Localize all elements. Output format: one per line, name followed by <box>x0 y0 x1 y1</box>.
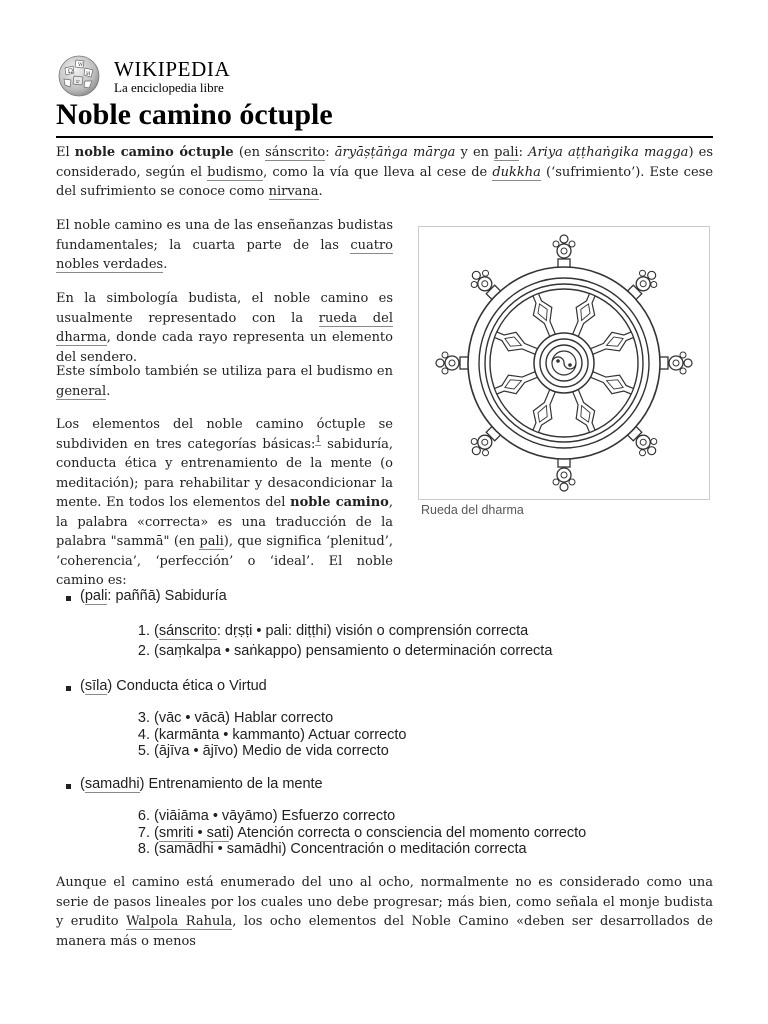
list-item <box>132 841 527 857</box>
paragraph-closing <box>56 873 713 951</box>
text: (samādhi • samādhi) Concentración o meditación correcta <box>154 841 527 857</box>
site-wordmark: WIKIPEDIA <box>114 57 231 81</box>
list-item <box>132 623 528 639</box>
text: Los elementos del noble camino óctuple se subdividen en tres categorías básicas: <box>56 417 393 452</box>
svg-text:ש: ש <box>76 79 80 85</box>
intro-paragraph <box>56 143 713 202</box>
text: , los ocho elementos del Noble Camino «deben ser desarrollados de manera más o menos <box>56 914 714 949</box>
category-heading <box>80 588 227 604</box>
text: ) Atención correcta o consciencia del momento correcto <box>229 825 587 841</box>
figure-caption: Rueda del dharma <box>421 503 524 517</box>
term-bold: noble camino <box>290 495 389 510</box>
term-bold: noble camino óctuple <box>74 145 234 160</box>
text: Este símbolo también se utiliza para el budismo en <box>56 364 393 379</box>
text: : <box>325 145 335 160</box>
item-link[interactable]: sánscrito <box>158 623 217 639</box>
item-link[interactable]: smriti • sati <box>158 825 230 841</box>
text: El <box>56 145 75 160</box>
link-general[interactable]: general <box>56 383 107 399</box>
list-item <box>132 727 406 743</box>
text: ) Conducta ética o Virtud <box>107 678 267 694</box>
svg-text:Ω: Ω <box>68 68 73 75</box>
text: . <box>318 184 323 199</box>
text: (en <box>233 145 266 160</box>
item-number: 5. <box>137 743 150 759</box>
text: (viāiāma • vāyāmo) Esfuerzo correcto <box>154 808 396 824</box>
paragraph-simbolo <box>56 362 393 401</box>
text: ( <box>154 623 159 639</box>
text: . <box>163 257 168 272</box>
text: y en <box>455 145 495 160</box>
list-item <box>132 808 395 824</box>
link-pali[interactable]: pali <box>199 534 224 549</box>
paragraph-simbologia <box>56 289 393 367</box>
wikipedia-globe-logo <box>56 54 102 98</box>
link-nirvana[interactable]: nirvana <box>268 184 319 199</box>
category-link[interactable]: samadhi <box>84 776 140 792</box>
text: En la simbología budista, el noble camino es usualmente representado con la <box>56 291 393 326</box>
link-rueda-del-dharma[interactable]: rueda del dharma <box>56 310 393 345</box>
list-item <box>132 743 389 759</box>
item-number: 7. <box>137 825 150 841</box>
term-italic: āryāṣṭāṅga mārga <box>334 145 456 160</box>
item-number: 4. <box>137 727 150 743</box>
footnote-ref[interactable]: 1 <box>315 435 322 446</box>
text: (‘sufrimiento’). Este cese del sufrimiento se conoce como <box>56 164 714 199</box>
link-pali[interactable]: pali <box>494 145 519 160</box>
text: ) es considerado, según el <box>56 145 713 180</box>
figure-dharma-wheel[interactable] <box>418 226 710 500</box>
text: . <box>106 383 111 399</box>
category-heading <box>80 776 323 792</box>
svg-text:W: W <box>78 62 84 68</box>
text: ( <box>80 588 85 604</box>
text: (saṃkalpa • saṅkappo) pensamiento o determinación correcta <box>154 643 553 659</box>
link-cuatro-nobles-verdades[interactable]: cuatro nobles verdades <box>56 237 393 272</box>
text: (ājīva • ājīvo) Medio de vida correcto <box>154 743 389 759</box>
item-number: 8. <box>137 841 150 857</box>
dharma-wheel-image <box>421 227 707 497</box>
text: , como la vía que lleva al cese de <box>263 164 493 180</box>
text: El noble camino es una de las enseñanzas budistas fundamentales; la cuarta parte de las <box>56 218 393 253</box>
text: ( <box>80 776 85 792</box>
item-number: 1. <box>137 623 150 639</box>
text: ( <box>80 678 85 694</box>
list-item <box>132 825 586 841</box>
text: , la palabra «correcta» es una traducción de la palabra "sammā" (en <box>56 495 393 549</box>
paragraph-enseñanzas <box>56 216 393 275</box>
list-item <box>132 643 552 659</box>
text: : <box>518 145 529 160</box>
site-header[interactable] <box>56 54 356 98</box>
text: : dṛṣṭi • pali: diṭṭhi) visión o comprensión correcta <box>216 623 529 639</box>
item-number: 6. <box>137 808 150 824</box>
text: ) Entrenamiento de la mente <box>139 776 323 792</box>
bullet-marker <box>66 680 74 688</box>
bullet-marker <box>66 590 74 598</box>
bullet-marker <box>66 778 74 786</box>
link-sanscrito[interactable]: sánscrito <box>265 145 326 160</box>
text: (karmānta • kammanto) Actuar correcto <box>154 727 407 743</box>
text: : paññā) Sabiduría <box>107 588 227 604</box>
page-title: Noble camino óctuple <box>56 94 713 138</box>
item-number: 3. <box>137 710 150 726</box>
paragraph-elementos <box>56 415 393 591</box>
text: ), que significa ‘plenitud’, ‘coherencia’, ‘perfección’ o ‘ideal’. El noble camino es: <box>56 534 394 588</box>
link-walpola-rahula[interactable]: Walpola Rahula <box>126 914 233 929</box>
text: , donde cada rayo representa un elemento del sendero. <box>56 330 393 365</box>
site-tagline: La enciclopedia libre <box>114 80 224 95</box>
category-link[interactable]: sīla <box>84 678 108 694</box>
link-budismo[interactable]: budismo <box>207 164 264 180</box>
term-italic: Ariya aṭṭhaṅgika magga <box>528 145 689 160</box>
category-link[interactable]: pali <box>84 588 108 604</box>
text: ( <box>154 825 159 841</box>
list-item <box>132 710 333 726</box>
item-number: 2. <box>137 643 150 659</box>
category-heading <box>80 678 267 694</box>
text: sabiduría, conducta ética y entrenamiento de la mente (o meditación); para rehabilitar y desacondicionar la mente. En todos los elementos del <box>56 436 393 510</box>
text: Aunque el camino está enumerado del uno al ocho, normalmente no es considerado como una serie de pasos lineales por los cuales uno debe progresar; más bien, como señala el monje budista y erudito <box>56 875 713 929</box>
svg-text:И: И <box>86 71 91 77</box>
link-dukkha[interactable]: dukkha <box>492 164 541 180</box>
text: (vāc • vācā) Hablar correcto <box>154 710 334 726</box>
